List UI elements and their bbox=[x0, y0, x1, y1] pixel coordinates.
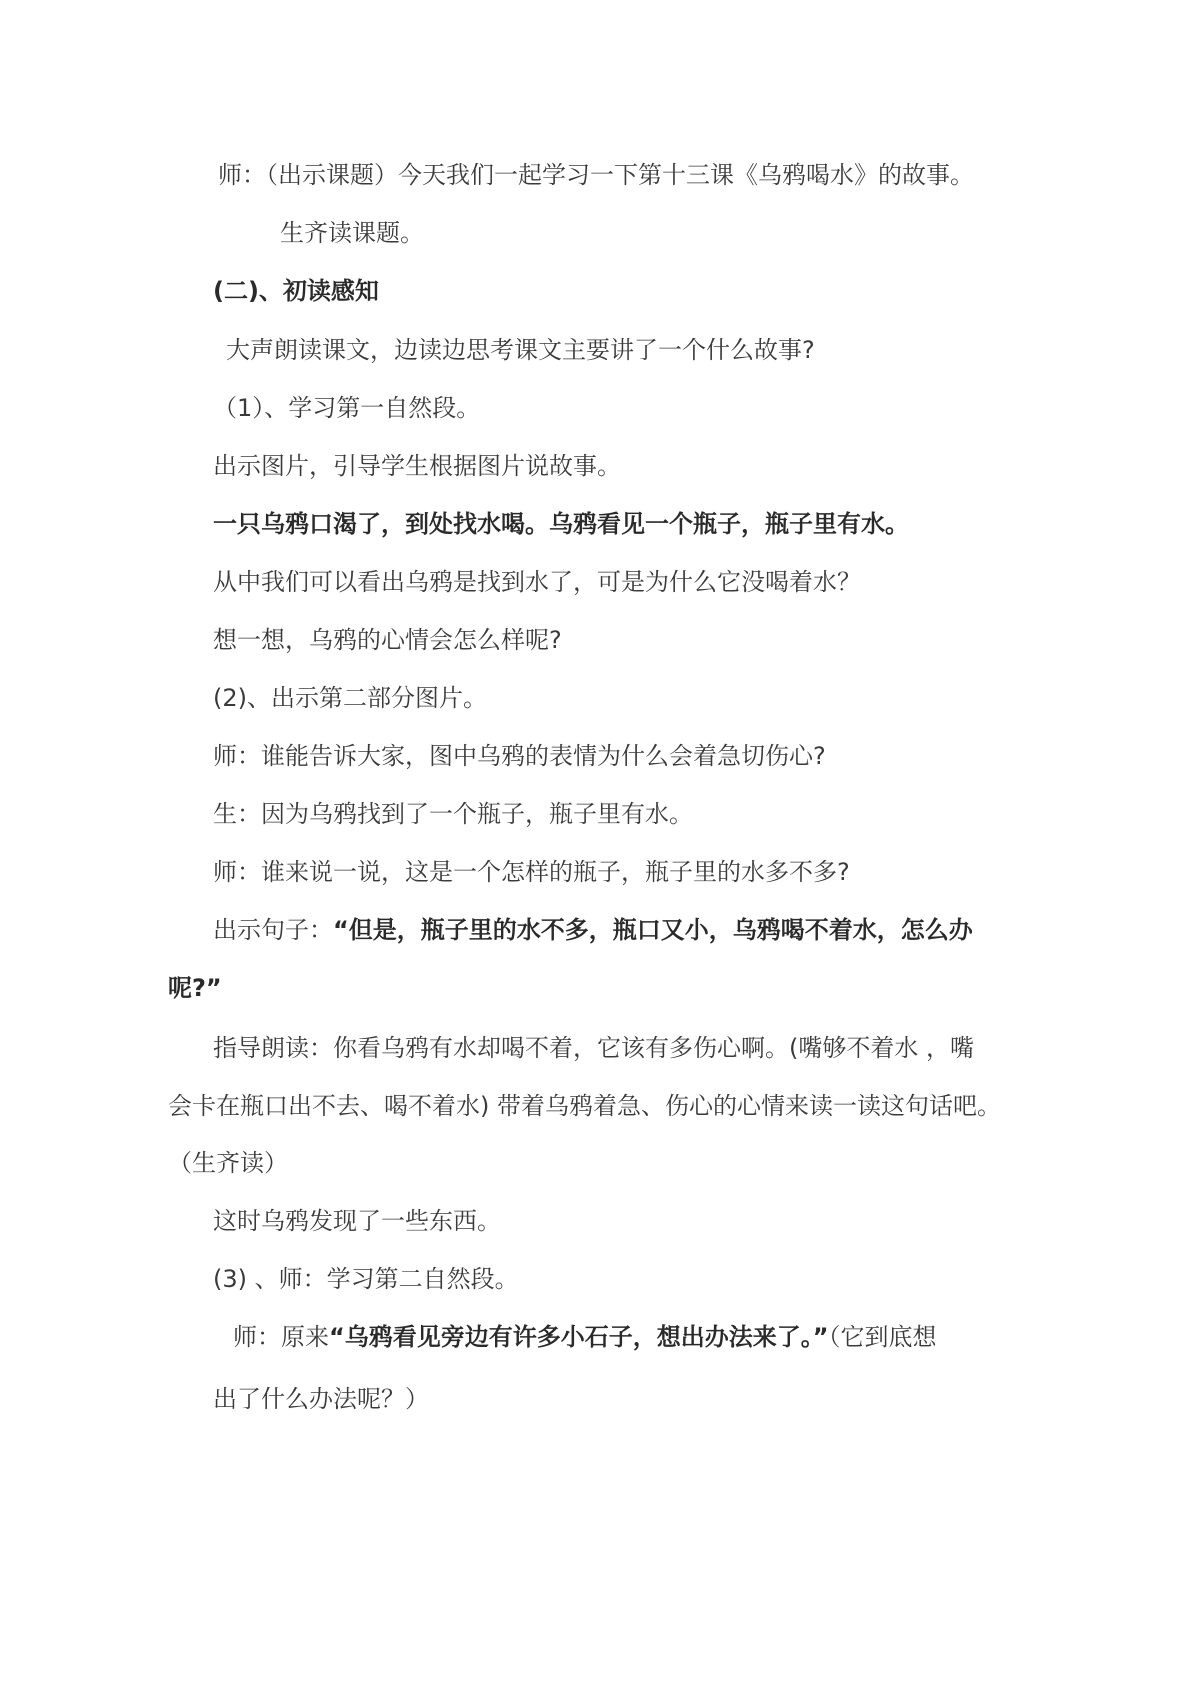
students-read-title: 生齐读课题。 bbox=[280, 219, 424, 247]
reading-guide-line-1: 指导朗读：你看乌鸦有水却喝不着，它该有多伤心啊。(嘴够不着水 ，嘴 bbox=[213, 1034, 974, 1062]
quote-bottle-sentence: “但是，瓶子里的水不多，瓶口又小，乌鸦喝不着水，怎么办 bbox=[333, 916, 973, 944]
student-answer: 生：因为乌鸦找到了一个瓶子，瓶子里有水。 bbox=[213, 800, 693, 828]
show-sentence-label: 出示句子： bbox=[213, 916, 333, 944]
teacher-question-expression: 师：谁能告诉大家，图中乌鸦的表情为什么会着急切伤心? bbox=[213, 742, 826, 770]
paragraph-crow-found: 这时乌鸦发现了一些东西。 bbox=[213, 1207, 501, 1235]
show-sentence-line bbox=[213, 913, 973, 947]
paragraph-crow-mood: 想一想，乌鸦的心情会怎么样呢? bbox=[213, 626, 562, 654]
quote-bottle-sentence-end: 呢?” bbox=[168, 974, 222, 1002]
teacher-question-bottle: 师：谁来说一说，这是一个怎样的瓶子，瓶子里的水多不多? bbox=[213, 858, 850, 886]
teacher-pebbles-line bbox=[233, 1320, 937, 1354]
quote-crow-thirsty: 一只乌鸦口渴了，到处找水喝。乌鸦看见一个瓶子，瓶子里有水。 bbox=[213, 510, 909, 538]
step-two-heading: (2)、出示第二部分图片。 bbox=[213, 684, 487, 712]
teacher-line-topic: 师：（出示课题）今天我们一起学习一下第十三课《乌鸦喝水》的故事。 bbox=[218, 161, 974, 189]
students-read-together: （生齐读） bbox=[168, 1149, 288, 1177]
section-heading: (二)、初读感知 bbox=[213, 277, 379, 305]
teacher-pebbles-prefix: 师：原来 bbox=[233, 1323, 329, 1351]
paragraph-read-aloud: 大声朗读课文，边读边思考课文主要讲了一个什么故事? bbox=[226, 336, 815, 364]
step-three-heading: (3) 、师：学习第二自然段。 bbox=[213, 1265, 519, 1293]
paragraph-show-picture: 出示图片，引导学生根据图片说故事。 bbox=[213, 452, 621, 480]
teacher-pebbles-suffix: （它到底想 bbox=[828, 1323, 937, 1351]
quote-pebbles: “乌鸦看见旁边有许多小石子，想出办法来了。” bbox=[329, 1323, 829, 1351]
teacher-pebbles-end: 出了什么办法呢？） bbox=[213, 1385, 429, 1413]
paragraph-why-no-water: 从中我们可以看出乌鸦是找到水了，可是为什么它没喝着水？ bbox=[213, 568, 861, 596]
step-one-heading: （1）、学习第一自然段。 bbox=[213, 394, 481, 422]
reading-guide-line-2: 会卡在瓶口出不去、喝不着水) 带着乌鸦着急、伤心的心情来读一读这句话吧。 bbox=[168, 1092, 1001, 1120]
